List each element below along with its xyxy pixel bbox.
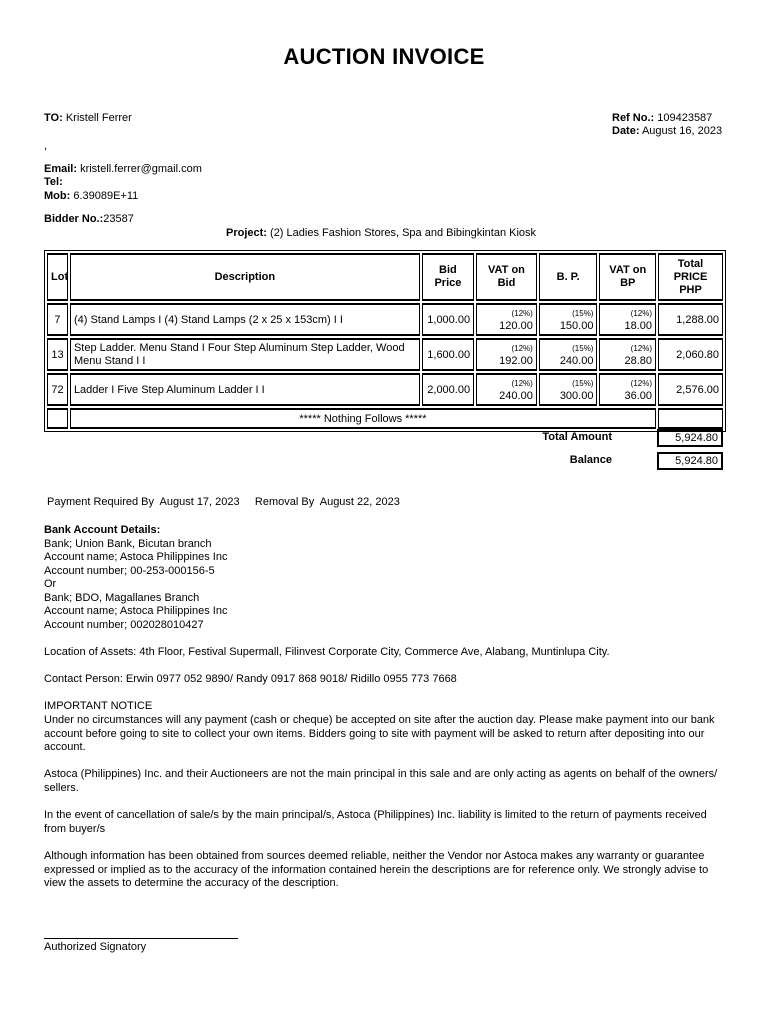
header-total-line3: PHP [679,283,702,296]
header-bid-price-line1: Bid [439,264,457,276]
date-value: August 16, 2023 [641,125,723,137]
table-row [47,338,723,371]
vat-bp-pct: (12%) [630,379,653,388]
cell-empty [47,408,68,429]
cell-vat-bp [599,373,656,406]
total-amount-value: 5,924.80 [657,429,723,447]
bank-details [44,524,729,632]
email-line [44,163,202,175]
table-row [47,373,723,406]
cell-total: 1,288.00 [658,303,723,336]
cell-bid-price: 1,000.00 [422,303,474,336]
vat-bid-pct: (12%) [511,344,533,353]
cell-bp [539,373,598,406]
items-table [44,250,726,432]
table-header-row [47,253,723,301]
bank-line: Account name; Astoca Philippines Inc [44,605,228,617]
ref-line [612,112,712,124]
header-bid-price [422,253,474,301]
cell-vat-bp [599,303,656,336]
email-label: Email: [44,163,78,175]
cell-lot: 72 [47,373,68,406]
cell-description: Step Ladder. Menu Stand I Four Step Aluminum Step Ladder, Wood Menu Stand I I [70,338,420,371]
vat-bid-pct: (12%) [511,309,533,318]
bp-pct: (15%) [572,379,594,388]
cell-description: (4) Stand Lamps I (4) Stand Lamps (2 x 25 x 153cm) I I [70,303,420,336]
cell-bp [539,303,598,336]
project-value: (2) Ladies Fashion Stores, Spa and Bibingkintan Kiosk [270,227,537,239]
contact-person: Contact Person: Erwin 0977 052 9890/ Randy 0917 868 9018/ Ridillo 0955 773 7668 [44,673,457,685]
vat-bp-amount: 36.00 [624,390,653,402]
bank-line: Account number; 002028010427 [44,618,204,631]
tel-label: Tel: [44,176,63,188]
bank-heading: Bank Account Details: [44,524,161,536]
nothing-follows-row [47,408,723,429]
project-line [226,227,536,239]
ref-label: Ref No.: [612,112,655,124]
total-amount-label: Total Amount [542,431,612,443]
cell-lot: 7 [47,303,68,336]
header-bid-price-line2: Price [434,277,462,289]
project-label: Project: [226,227,267,239]
vat-bid-amount: 120.00 [499,320,533,332]
cell-bid-price: 2,000.00 [422,373,474,406]
notice-paragraph-4: Although information has been obtained from sources deemed reliable, neither the Vendor nor Astoca makes any warranty or guarantee expressed or implied as to the accuracy of the information contained herein the descriptions are for reference only. We strongly advise to view the assets to determine the accuracy of the description. [44,850,709,889]
bp-amount: 240.00 [559,355,594,367]
mob-value: 6.39089E+11 [73,190,139,202]
header-description: Description [70,253,420,301]
vat-bp-pct: (12%) [630,309,653,318]
vat-bp-amount: 28.80 [624,355,653,367]
bp-amount: 300.00 [559,390,594,402]
authorized-signatory: Authorized Signatory [44,941,147,953]
to-name: Kristell Ferrer [65,112,132,124]
notice-paragraph-3: In the event of cancellation of sale/s by the main principal/s, Astoca (Philippines) Inc. liability is limited to the return of payments received from buyer/s [44,809,707,835]
header-bp: B. P. [539,253,598,301]
bp-pct: (15%) [572,309,594,318]
vat-bp-pct: (12%) [630,344,653,353]
bank-line: Account number; 00-253-000156-5 [44,564,215,577]
date-label: Date: [612,125,640,137]
header-vat-bid [476,253,537,301]
nothing-follows: ***** Nothing Follows ***** [70,408,656,429]
bp-amount: 150.00 [559,320,594,332]
bidder-label: Bidder No.: [44,213,104,225]
bank-line: Or [44,578,57,590]
header-vat-bid-line1: VAT on [488,264,525,276]
vat-bid-pct: (12%) [511,379,533,388]
cell-total: 2,576.00 [658,373,723,406]
bidder-value: 23587 [103,213,134,225]
bidder-line [44,213,134,225]
cell-vat-bid [476,338,537,371]
address-comma: , [44,140,48,152]
header-vat-bp-line1: VAT on [609,264,647,276]
balance-value: 5,924.80 [657,452,723,470]
cell-bid-price: 1,600.00 [422,338,474,371]
mob-line [44,190,138,202]
table-row [47,303,723,336]
mob-label: Mob: [44,190,71,202]
tel-line [44,176,63,188]
cell-vat-bp [599,338,656,371]
header-total-line1: Total [677,257,704,270]
balance-label: Balance [569,454,612,466]
payment-label: Payment Required By [47,496,154,508]
invoice-title: AUCTION INVOICE [283,44,485,69]
bp-pct: (15%) [572,344,594,353]
removal-date: August 22, 2023 [319,496,400,508]
location-of-assets: Location of Assets: 4th Floor, Festival Supermall, Filinvest Corporate City, Commerce Ave, Alabang, Muntinlupa City. [44,646,610,658]
ref-value: 109423587 [657,112,713,124]
cell-description: Ladder I Five Step Aluminum Ladder I I [70,373,420,406]
date-line [612,125,722,137]
notice-paragraph-2: Astoca (Philippines) Inc. and their Auctioneers are not the main principal in this sale and are only acting as agents on behalf of the owners/ sellers. [44,768,718,794]
signature-line [44,938,238,939]
cell-lot: 13 [47,338,68,371]
header-vat-bid-line2: Bid [497,277,516,289]
payment-line [47,496,400,508]
bank-line: Bank; Union Bank, Bicutan branch [44,537,212,550]
cell-vat-bid [476,303,537,336]
vat-bid-amount: 192.00 [499,355,533,367]
bank-line: Account name; Astoca Philippines Inc [44,551,228,563]
bank-line: Bank; BDO, Magallanes Branch [44,591,200,604]
header-total [658,253,723,301]
notice-paragraph-1: Under no circumstances will any payment (cash or cheque) be accepted on site after the auction day. Please make payment into our bank account before going to site to collect your own items. Bidders going to site with payment will be asked to return after depositing into our account. [44,714,715,753]
cell-bp [539,338,598,371]
to-label: TO: [44,112,63,124]
header-vat-bp [599,253,656,301]
email-value: kristell.ferrer@gmail.com [80,163,202,175]
to-line [44,112,132,124]
header-lot: Lot [47,253,68,301]
cell-vat-bid [476,373,537,406]
removal-label: Removal By [254,496,315,508]
header-vat-bp-line2: BP [620,277,636,289]
payment-date: August 17, 2023 [159,496,240,508]
cell-empty [658,408,723,429]
cell-total: 2,060.80 [658,338,723,371]
header-total-line2: PRICE [673,270,708,283]
notice-heading: IMPORTANT NOTICE [44,700,153,712]
vat-bp-amount: 18.00 [624,320,653,332]
vat-bid-amount: 240.00 [499,390,533,402]
